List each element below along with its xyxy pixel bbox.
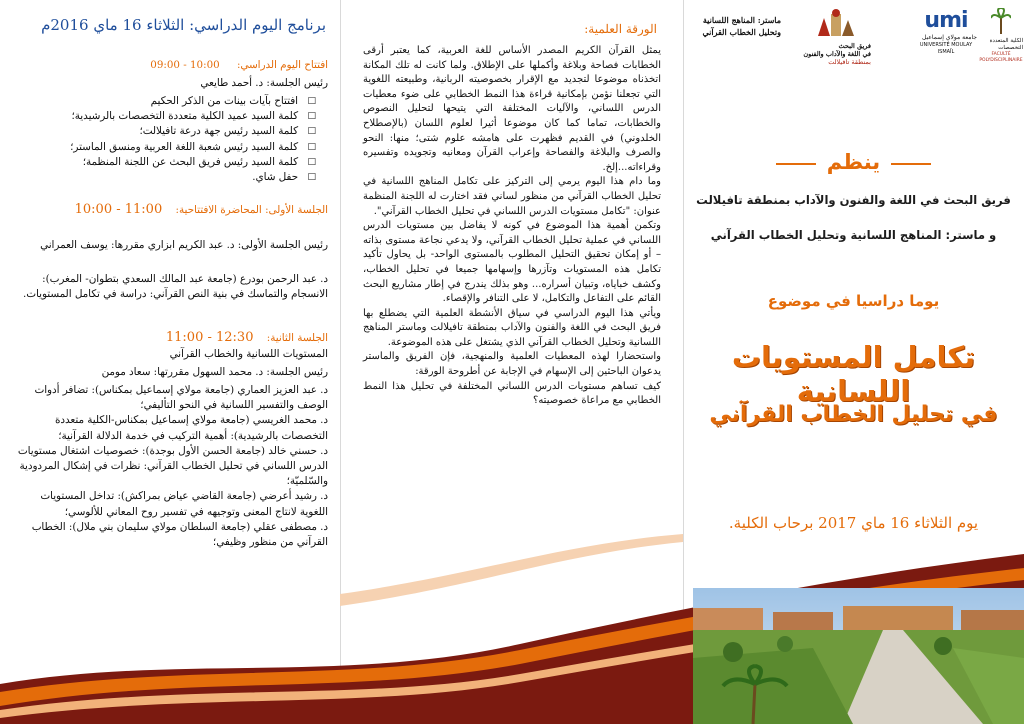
opening-heading <box>12 58 328 73</box>
umi-logo <box>915 8 977 70</box>
list-item: □ حفل شاي. <box>12 170 328 185</box>
session1-title: الجلسة الأولى: المحاضرة الافتتاحية: <box>175 204 328 216</box>
list-item: □ كلمة السيد رئيس جهة درعة تافيلالت؛ <box>12 124 328 139</box>
session1-chair: رئيس الجلسة الأولى: د. عبد الكريم ابزاري مقررها: يوسف العمراني <box>40 239 328 251</box>
paper-body <box>363 44 661 409</box>
session2-items <box>12 383 328 550</box>
campus-photo-image <box>693 588 1024 724</box>
event-title: تكامل المستويات اللسانية <box>731 340 976 408</box>
team-line2: في اللغة والآداب والفنون <box>803 50 871 58</box>
session2-heading <box>12 330 328 346</box>
list-item: □ كلمة السيد رئيس فريق البحث عن اللجنة المنظمة؛ <box>12 155 328 170</box>
faculty-logo <box>979 8 1023 70</box>
program-title: برنامج اليوم الدراسي: الثلاثاء 16 ماي 2016م <box>41 16 326 34</box>
session1-talk: د. عبد الرحمن بودرع (جامعة عبد المالك السعدي بتطوان- المغرب): الانسجام والتماسك في بنية النص القرآني: دراسة في تكامل المستويات. <box>23 273 328 301</box>
event-subtitle: في تحليل الخطاب القرآني <box>709 402 998 427</box>
ornament-right <box>891 163 931 165</box>
opening-title: افتتاح اليوم الدراسي: <box>236 59 328 71</box>
list-item: □ افتتاح بآيات بينات من الذكر الحكيم <box>12 94 328 109</box>
paper-paragraph: كيف تساهم مستويات الدرس اللساني المختلفة في تحليل هذا النمط الخطابي مع مراعاة خصوصيته؟ <box>363 380 661 407</box>
organize-heading <box>683 150 1024 174</box>
list-item: د. حسني خالد (جامعة الحسن الأول بوجدة): خصوصيات اشتغال مستويات الدرس اللساني في تحليل الخطاب القرآني: نظرات في إشكال المردودية والسّلميّة؛ <box>17 444 328 488</box>
campus-photo <box>693 588 1024 724</box>
opening-items <box>12 94 328 185</box>
session2-time: 11:00 - 12:30 <box>165 330 254 345</box>
opening-time: 09:00 - 10:00 <box>150 59 220 71</box>
list-item: □ كلمة السيد رئيس شعبة اللغة العربية ومنسق الماستر؛ <box>12 140 328 155</box>
palm-icon <box>991 8 1011 34</box>
master-label <box>689 10 781 70</box>
session1-heading <box>12 202 328 218</box>
session2-chair: رئيس الجلسة: د. محمد السهول مقررتها: سعاد مومن <box>101 366 328 378</box>
list-item: د. عبد العزيز العماري (جامعة مولاي إسماعيل بمكناس): تضافر أدوات الوصف والتفسير اللسانية في النحو التأليفي؛ <box>34 384 328 412</box>
list-item: د. محمد الغريسي (جامعة مولاي إسماعيل بمكناس-الكلية متعددة التخصصات بالرشيدية): أهمية التركيب في خدمة الدلالة القرآنية؛ <box>55 414 328 442</box>
team-line3: بمنطقة تافيلالت <box>828 58 871 66</box>
master-line1: ماستر: المناهج اللسانية <box>702 15 781 25</box>
opening-chair: رئيس الجلسة: د. أحمد طايعي <box>200 77 328 89</box>
team-emblem-icon <box>814 8 858 38</box>
paper-heading: الورقة العلمية: <box>584 22 657 36</box>
umi-fr: UNIVERSITÉ MOULAY ISMAÏL <box>919 42 973 55</box>
paper-paragraph: يمثل القرآن الكريم المصدر الأساس للغة العربية، كما يعتبر أرقى الخطابات فصاحة وبلاغة وأكملها على الإطلاق. ولما كانت له تلك المكانة اتخذناه موضوعا لتجديد مع الإقرار بخصوصيته الربانية، وطبيعته اللغوية التي تجعلنا نؤمن بإمكانية قراءة هذا النمط الخطابي على ضوء معطيات الدرس اللساني، والآليات المختلفة التي يتيحها لتحليل النصوص والخطابات، تماما كما كان موضوعا أثيرا لعلوم اللسان (بالإصطلاح الخلدوني) في القديم فظهرت على هامشه علوم شتى؛ منها: النحو والصرف والبلاغة والفصاحة وإعراب القرآن ومعانيه وتجويده وتفسيره وقراءاته...إلخ. <box>363 45 661 173</box>
fac-ar: الكلية المتعددة التخصصات <box>989 38 1023 51</box>
session2-title: الجلسة الثانية: <box>266 332 328 344</box>
umi-mark: umi <box>924 8 968 33</box>
paper-paragraph: ويأتي هذا اليوم الدراسي في سياق الأنشطة العلمية التي يضطلع بها فريق البحث في اللغة والفنون والآداب بمنطقة تافيلالت وماستر المناهج اللسانية وتحليل الخطاب القرآني الذي يشتغل على هذه الموضوعة. <box>363 307 661 348</box>
paper-paragraph: وتكمن أهمية هذا الموضوع في كونه لا يفاضل بين مستويات الدرس اللساني في عملية تحليل الخطاب القرآني، ولا يدعي نجاعة مستوى بذاته – أو إمكان تحقيق التحليل المطلوب بالمستوى الواحد- بل يحاول تأكيد تكامل هذه المستويات وتآزرها وإسهامها جميعا في تحليل الخطاب، وكشف خباياه، وتبيان أسراره... وهو بذلك يندرج في إطار مشاريع البحث القائم على التفاعل والتكامل، لا على التنافر والإقصاء. <box>363 220 661 305</box>
event-date: يوم الثلاثاء 16 ماي 2017 برحاب الكلية. <box>728 514 979 532</box>
organize-word: ينظم <box>826 150 881 174</box>
organizer-line1: فريق البحث في اللغة والفنون والآداب بمنطقة تافيلالت <box>696 193 1011 207</box>
team-line1: فريق البحث <box>838 42 871 50</box>
list-item: د. مصطفى عقلي (جامعة السلطان مولاي سليمان بني ملال): الخطاب القرآني من منظور وظيفي؛ <box>31 520 328 549</box>
ornament-left <box>776 163 816 165</box>
team-logo <box>801 8 871 72</box>
master-line2: وتحليل الخطاب القرآني <box>702 27 781 37</box>
umi-ar: جامعة مولاي إسماعيل <box>921 34 977 41</box>
session2-subtitle: المستويات اللسانية والخطاب القرآني <box>169 348 328 360</box>
organizer-line2: و ماستر: المناهج اللسانية وتحليل الخطاب القرآني <box>710 228 997 242</box>
paper-paragraph: واستحضارا لهذه المعطيات العلمية والمنهجية، فإن الفريق والماستر يدعوان الباحثين إلى الإسهام في الإجابة عن أطروحة الورقة: <box>363 351 661 378</box>
list-item: □ كلمة السيد عميد الكلية متعددة التخصصات بالرشيدية؛ <box>12 109 328 124</box>
paper-paragraph: وما دام هذا اليوم يرمي إلى التركيز على تكامل المناهج اللسانية في تحليل الخطاب القرآني من منظور لساني فقد اختارت له اللجنة المنظمة عنوان: "تكامل مستويات الدرس اللساني في تحليل الخطاب القرآني". <box>363 176 661 217</box>
session1-time: 10:00 - 11:00 <box>74 202 163 217</box>
fac-fr: FACULTÉ POLYDISCIPLINAIRE <box>979 52 1023 63</box>
list-item: د. رشيد أعرضي (جامعة القاضي عياض بمراكش): تداخل المستويات اللغوية لانتاج المعنى وتوجيهه في تفسير روح المعاني للألوسي؛ <box>40 490 328 518</box>
study-day-label: يوما دراسيا في موضوع <box>767 292 940 310</box>
